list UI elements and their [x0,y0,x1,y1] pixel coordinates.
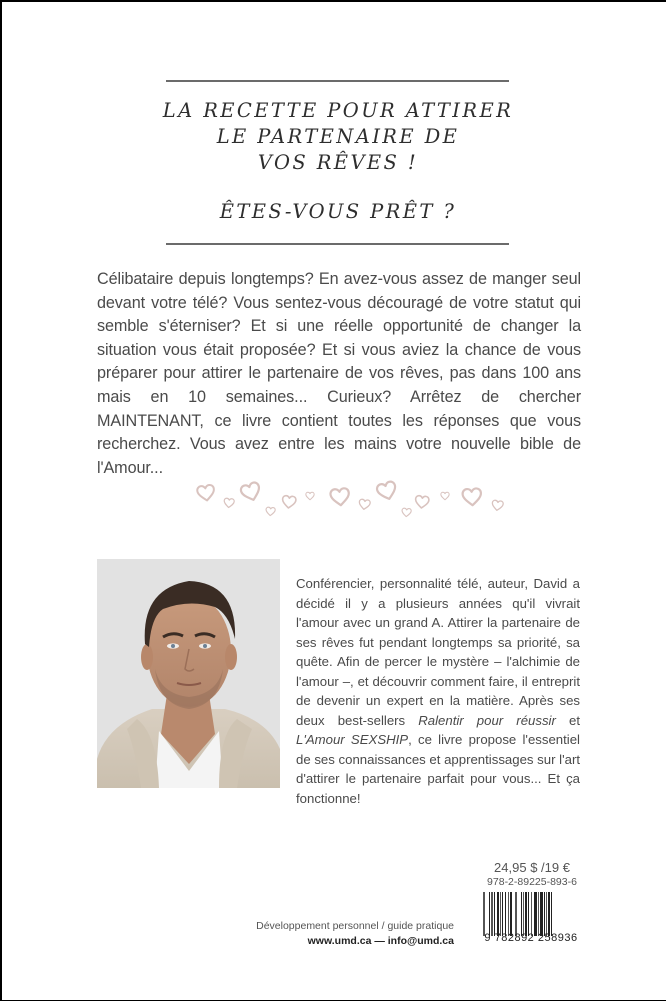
heart-outline-icon [328,485,352,509]
headline-question: ÊTES-VOUS PRÊT ? [219,200,457,223]
publisher-contact: www.umd.ca — info@umd.ca [307,935,454,947]
bottom-rule [166,243,509,245]
barcode-bars [483,892,581,936]
bio-text-1: Conférencier, personnalité télé, auteur, David a décidé il y a plusieurs années qu'il vivrait l'amour avec un grand A. Attirer la partenaire de ses rêves fut pendant longtemps sa priorité, sa quête. Afin de percer le mystère – l'alchimie de l'amour –, et découvrir comment faire, il entreprit de devenir un expert en la matière. Après ses deux best-sellers [296,576,580,728]
heart-outline-icon [413,493,431,511]
heart-outline-icon [490,498,505,513]
price: 24,95 $ /19 € [494,860,570,875]
author-photo [97,559,280,788]
headline-line-3: VOS RÊVES ! [257,151,419,174]
bio-and: et [555,712,580,728]
barcode-number: 9 782892 258936 [484,932,578,944]
blurb-paragraph: Célibataire depuis longtemps? En avez-vous assez de manger seul devant votre télé? Vous sentez-vous découragé de votre statut qui semble s'éterniser? Et si une réelle opportunité de changer la situation vous était proposée? Et si vous aviez la chance de vous préparer pour attirer le partenaire de vos rêves, pas dans 100 ans mais en 10 semaines... Curieux? Arrêtez de chercher MAINTENANT, ce livre contient toutes les réponses que vous recherchez. Vous avez entre les mains votre nouvelle bible de l'Amour... [97,270,581,477]
heart-outline-icon [237,478,265,506]
heart-outline-icon [222,496,235,509]
book-title-sexship: L'Amour SEXSHIP [296,732,409,747]
top-rule [166,80,509,82]
bio-text-2: , ce livre propose l'essentiel de ses connaissances et apprentissages sur l'art d'attirer le partenaire parfait pour vous... Et ça fonctionne! [296,732,581,806]
book-category: Développement personnel / guide pratique [256,920,454,932]
barcode [483,892,581,944]
heart-outline-icon [440,491,450,501]
book-title-ralentir: Ralentir pour réussir [418,712,556,728]
heart-outline-icon [460,485,483,508]
isbn: 978-2-89225-893-6 [487,876,577,888]
author-portrait-icon [97,559,280,788]
heart-outline-icon [400,506,412,518]
heart-outline-icon [195,482,218,505]
headline-line-1: LA RECETTE POUR ATTIRER [162,99,514,122]
heart-outline-icon [264,505,276,517]
headline-line-2: LE PARTENAIRE DE [216,125,460,148]
heart-outline-icon [373,477,400,504]
heart-outline-icon [280,493,298,511]
headline [152,98,524,225]
heart-outline-icon [305,491,315,501]
heart-outline-icon [357,497,372,512]
author-bio [296,574,580,808]
